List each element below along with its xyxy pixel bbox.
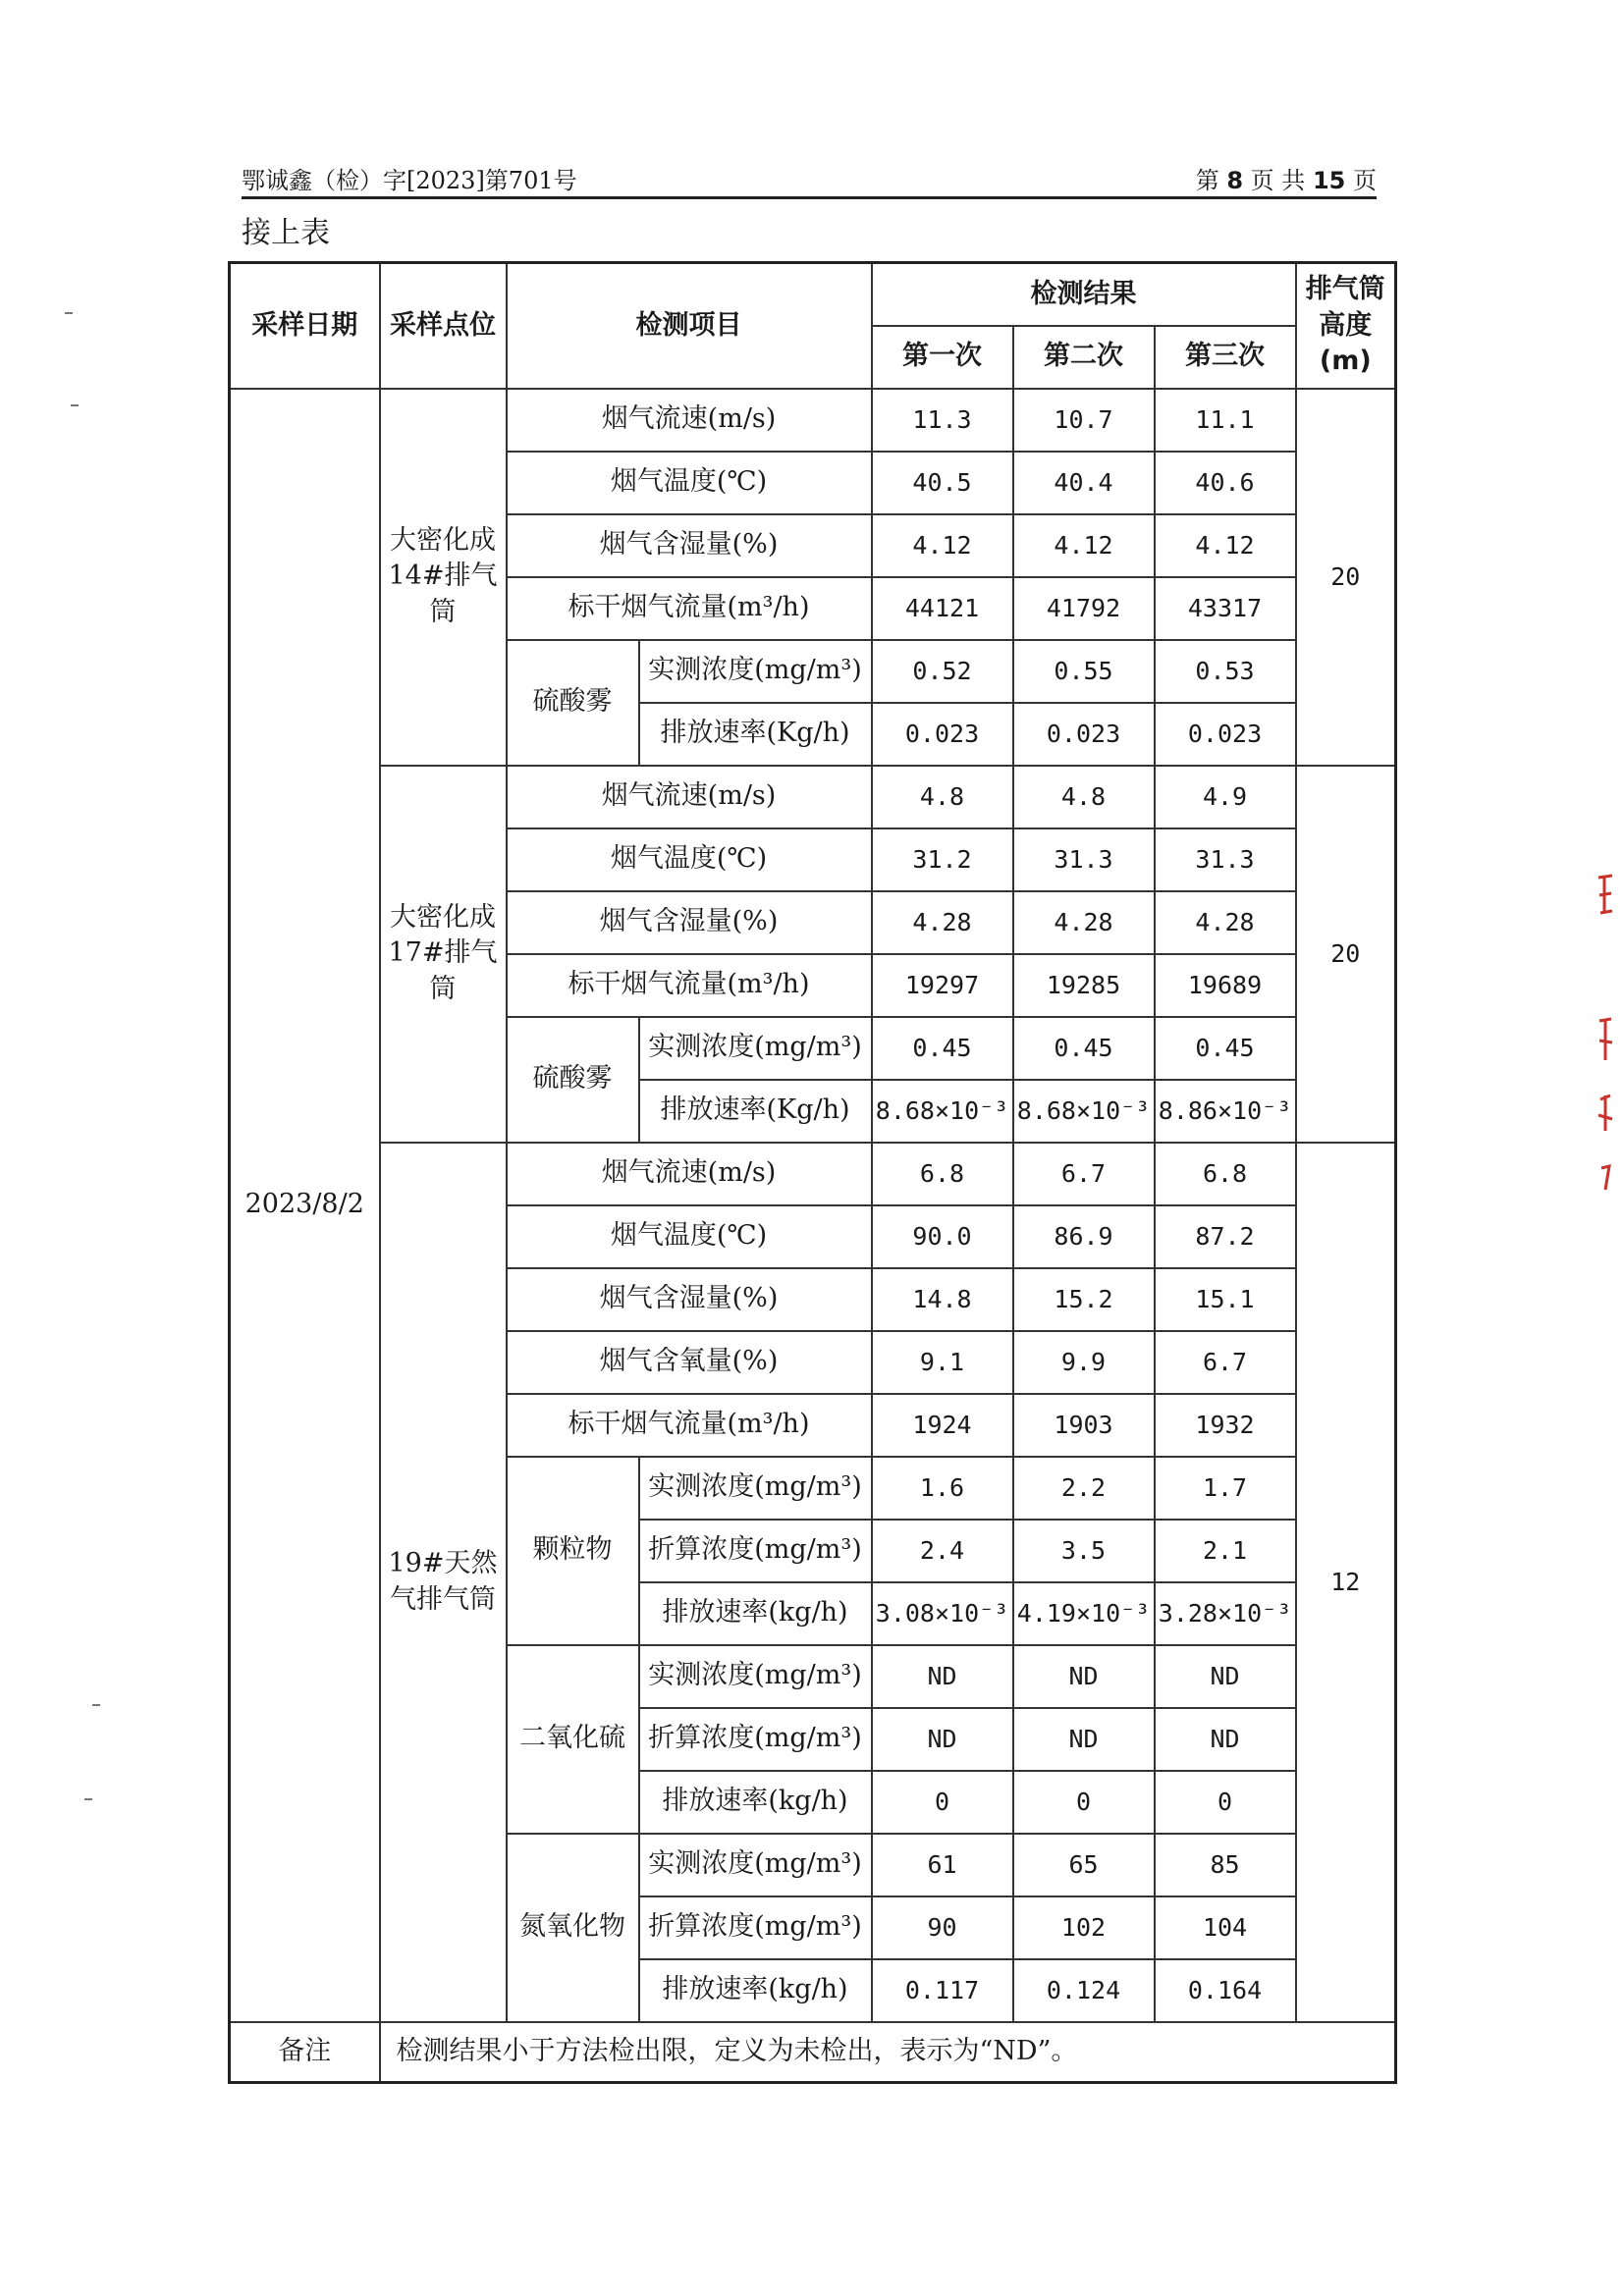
header-third: 第三次	[1155, 326, 1296, 389]
test-item-cell: 烟气温度(℃)	[507, 452, 872, 514]
value-cell-first: 1.6	[872, 1457, 1013, 1520]
value-cell-third: 6.7	[1155, 1331, 1296, 1394]
scan-mark	[92, 1704, 100, 1706]
value-cell-third: 15.1	[1155, 1268, 1296, 1331]
test-item-cell: 实测浓度(mg/m³)	[639, 1017, 872, 1080]
test-item-cell: 实测浓度(mg/m³)	[639, 1645, 872, 1708]
value-cell-second: 41792	[1013, 577, 1155, 640]
pollutant-group-cell: 二氧化硫	[507, 1645, 639, 1834]
value-cell-second: 0	[1013, 1771, 1155, 1834]
pollutant-group-cell: 硫酸雾	[507, 640, 639, 766]
value-cell-second: 4.8	[1013, 766, 1155, 828]
value-cell-third: 1932	[1155, 1394, 1296, 1457]
value-cell-third: 85	[1155, 1834, 1296, 1896]
value-cell-second: 102	[1013, 1896, 1155, 1959]
pollutant-group-cell: 颗粒物	[507, 1457, 639, 1645]
document-number: 鄂诚鑫（检）字[2023]第701号	[242, 167, 577, 194]
test-item-cell: 折算浓度(mg/m³)	[639, 1520, 872, 1582]
value-cell-first: 8.68×10⁻³	[872, 1080, 1013, 1143]
value-cell-second: ND	[1013, 1708, 1155, 1771]
value-cell-third: 6.8	[1155, 1143, 1296, 1205]
sampling-point-cell: 大密化成17#排气筒	[380, 766, 507, 1143]
value-cell-third: 19689	[1155, 954, 1296, 1017]
value-cell-third: 0	[1155, 1771, 1296, 1834]
value-cell-second: 0.023	[1013, 703, 1155, 766]
header-first: 第一次	[872, 326, 1013, 389]
value-cell-second: 1903	[1013, 1394, 1155, 1457]
current-page: 8	[1226, 167, 1244, 194]
value-cell-third: 3.28×10⁻³	[1155, 1582, 1296, 1645]
value-cell-first: 2.4	[872, 1520, 1013, 1582]
test-item-cell: 标干烟气流量(m³/h)	[507, 577, 872, 640]
value-cell-third: 31.3	[1155, 828, 1296, 891]
value-cell-second: 0.45	[1013, 1017, 1155, 1080]
value-cell-third: 40.6	[1155, 452, 1296, 514]
value-cell-third: 104	[1155, 1896, 1296, 1959]
note-text: 检测结果小于方法检出限，定义为未检出，表示为“ND”。	[380, 2022, 1396, 2083]
value-cell-third: 4.9	[1155, 766, 1296, 828]
value-cell-second: 4.19×10⁻³	[1013, 1582, 1155, 1645]
test-item-cell: 烟气温度(℃)	[507, 1205, 872, 1268]
value-cell-second: ND	[1013, 1645, 1155, 1708]
value-cell-first: 3.08×10⁻³	[872, 1582, 1013, 1645]
value-cell-second: 65	[1013, 1834, 1155, 1896]
page-label-prefix: 第	[1195, 167, 1219, 194]
value-cell-first: 90.0	[872, 1205, 1013, 1268]
value-cell-second: 4.12	[1013, 514, 1155, 577]
value-cell-first: ND	[872, 1708, 1013, 1771]
value-cell-third: 0.53	[1155, 640, 1296, 703]
value-cell-third: 1.7	[1155, 1457, 1296, 1520]
value-cell-second: 3.5	[1013, 1520, 1155, 1582]
seal-stamp-fragment	[1596, 874, 1614, 1198]
value-cell-first: 6.8	[872, 1143, 1013, 1205]
scan-mark	[71, 404, 79, 406]
value-cell-first: 31.2	[872, 828, 1013, 891]
value-cell-second: 10.7	[1013, 389, 1155, 452]
header-sampling-date: 采样日期	[230, 263, 380, 389]
test-item-cell: 烟气流速(m/s)	[507, 766, 872, 828]
value-cell-second: 0.55	[1013, 640, 1155, 703]
value-cell-first: 0.45	[872, 1017, 1013, 1080]
stack-height-cell: 20	[1296, 766, 1396, 1143]
value-cell-first: 4.12	[872, 514, 1013, 577]
test-item-cell: 标干烟气流量(m³/h)	[507, 1394, 872, 1457]
test-item-cell: 排放速率(kg/h)	[639, 1959, 872, 2022]
value-cell-third: 43317	[1155, 577, 1296, 640]
value-cell-second: 6.7	[1013, 1143, 1155, 1205]
stack-height-cell: 20	[1296, 389, 1396, 766]
value-cell-second: 8.68×10⁻³	[1013, 1080, 1155, 1143]
header-sampling-point: 采样点位	[380, 263, 507, 389]
value-cell-third: 8.86×10⁻³	[1155, 1080, 1296, 1143]
sampling-point-cell: 大密化成14#排气筒	[380, 389, 507, 766]
value-cell-second: 31.3	[1013, 828, 1155, 891]
value-cell-third: 4.12	[1155, 514, 1296, 577]
continued-label: 接上表	[242, 216, 330, 250]
page-label-middle: 页 共	[1250, 167, 1306, 194]
pollutant-group-cell: 硫酸雾	[507, 1017, 639, 1143]
test-item-cell: 烟气含湿量(%)	[507, 514, 872, 577]
test-item-cell: 排放速率(kg/h)	[639, 1582, 872, 1645]
test-item-cell: 排放速率(Kg/h)	[639, 1080, 872, 1143]
value-cell-first: 0.52	[872, 640, 1013, 703]
header-second: 第二次	[1013, 326, 1155, 389]
value-cell-second: 40.4	[1013, 452, 1155, 514]
value-cell-first: 90	[872, 1896, 1013, 1959]
value-cell-first: 4.28	[872, 891, 1013, 954]
value-cell-first: 11.3	[872, 389, 1013, 452]
value-cell-third: 4.28	[1155, 891, 1296, 954]
test-item-cell: 烟气含湿量(%)	[507, 1268, 872, 1331]
sampling-point-cell: 19#天然气排气筒	[380, 1143, 507, 2022]
value-cell-first: 61	[872, 1834, 1013, 1896]
test-item-cell: 折算浓度(mg/m³)	[639, 1896, 872, 1959]
value-cell-first: 0.117	[872, 1959, 1013, 2022]
test-item-cell: 烟气流速(m/s)	[507, 389, 872, 452]
value-cell-second: 19285	[1013, 954, 1155, 1017]
value-cell-first: 9.1	[872, 1331, 1013, 1394]
value-cell-second: 86.9	[1013, 1205, 1155, 1268]
value-cell-first: ND	[872, 1645, 1013, 1708]
value-cell-second: 2.2	[1013, 1457, 1155, 1520]
value-cell-third: 0.023	[1155, 703, 1296, 766]
value-cell-third: ND	[1155, 1708, 1296, 1771]
scan-mark	[65, 312, 73, 314]
page-label-suffix: 页	[1353, 167, 1377, 194]
test-item-cell: 标干烟气流量(m³/h)	[507, 954, 872, 1017]
test-item-cell: 实测浓度(mg/m³)	[639, 1834, 872, 1896]
value-cell-second: 9.9	[1013, 1331, 1155, 1394]
test-item-cell: 排放速率(Kg/h)	[639, 703, 872, 766]
value-cell-third: 87.2	[1155, 1205, 1296, 1268]
sampling-date-cell: 2023/8/2	[230, 389, 380, 2022]
header-test-item: 检测项目	[507, 263, 872, 389]
monitoring-results-table	[228, 261, 1397, 2084]
total-pages: 15	[1312, 167, 1346, 194]
value-cell-third: 11.1	[1155, 389, 1296, 452]
value-cell-first: 1924	[872, 1394, 1013, 1457]
table-row	[230, 389, 1396, 452]
test-item-cell: 实测浓度(mg/m³)	[639, 640, 872, 703]
value-cell-first: 4.8	[872, 766, 1013, 828]
test-item-cell: 烟气含湿量(%)	[507, 891, 872, 954]
value-cell-second: 4.28	[1013, 891, 1155, 954]
scan-mark	[84, 1798, 92, 1800]
header-results: 检测结果	[872, 263, 1296, 326]
test-item-cell: 烟气含氧量(%)	[507, 1331, 872, 1394]
stack-height-cell: 12	[1296, 1143, 1396, 2022]
test-item-cell: 排放速率(kg/h)	[639, 1771, 872, 1834]
table-row	[230, 1143, 1396, 1205]
page-number	[1196, 161, 1377, 195]
value-cell-second: 0.124	[1013, 1959, 1155, 2022]
value-cell-first: 0	[872, 1771, 1013, 1834]
value-cell-second: 15.2	[1013, 1268, 1155, 1331]
value-cell-first: 14.8	[872, 1268, 1013, 1331]
note-label: 备注	[230, 2022, 380, 2083]
pollutant-group-cell: 氮氧化物	[507, 1834, 639, 2022]
header-stack-height: 排气筒高度(m)	[1296, 263, 1396, 389]
table-row	[230, 766, 1396, 828]
test-item-cell: 烟气温度(℃)	[507, 828, 872, 891]
value-cell-third: 0.45	[1155, 1017, 1296, 1080]
test-item-cell: 烟气流速(m/s)	[507, 1143, 872, 1205]
value-cell-first: 19297	[872, 954, 1013, 1017]
test-item-cell: 折算浓度(mg/m³)	[639, 1708, 872, 1771]
value-cell-first: 40.5	[872, 452, 1013, 514]
value-cell-first: 0.023	[872, 703, 1013, 766]
page-header	[242, 161, 1377, 199]
value-cell-third: 2.1	[1155, 1520, 1296, 1582]
value-cell-third: 0.164	[1155, 1959, 1296, 2022]
value-cell-first: 44121	[872, 577, 1013, 640]
test-item-cell: 实测浓度(mg/m³)	[639, 1457, 872, 1520]
note-row	[230, 2022, 1396, 2083]
value-cell-third: ND	[1155, 1645, 1296, 1708]
